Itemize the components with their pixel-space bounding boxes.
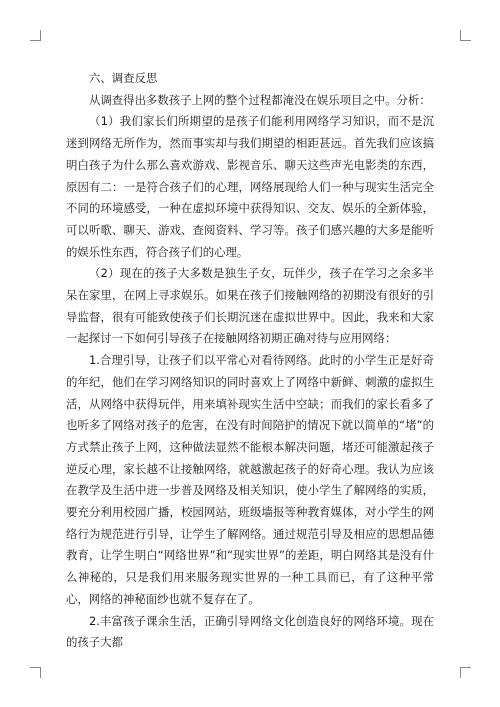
crop-mark-bottom-right [460, 667, 471, 678]
paragraph-intro: 从调查得出多数孩子上网的整个过程都淹没在娱乐项目之中。分析： [89, 92, 431, 107]
paragraph-point-1: （1）我们家长们所期望的是孩子们能利用网络学习知识，而不是沉迷到网络无所作为，然而事实却与我们期望的相距甚远。首先我们应该搞明白孩子为什么那么喜欢游戏、影视音乐、聊天这些声光电影类的东西，原因有二：一是符合孩子们的心理，网络展现给人们一种与现实生活完全不同的环境感受，一种在虚拟环境中获得知识、交友、娱乐的全新体验，可以听歌、聊天、游戏、查阅资料、学习等。孩子们感兴趣的大多是能听的娱乐性东西，符合孩子们的心理。 [66, 114, 434, 259]
paragraph-point-2: （2）现在的孩子大多数是独生子女，玩伴少，孩子在学习之余多半呆在家里，在网上寻求娱乐。如果在孩子们接触网络的初期没有很好的引导监督，很有可能致使孩子们长期沉迷在虚拟世界中。因此，我来和大家一起探讨一下如何引导孩子在接触网络初期正确对待与应用网络： [66, 266, 434, 346]
crop-mark-top-left [30, 30, 41, 41]
crop-mark-bottom-left [30, 667, 41, 678]
paragraph-item-1: 1.合理引导，让孩子们以平常心对看待网络。此时的小学生正是好奇的年纪，他们在学习网络知识的同时喜欢上了网络中新鲜、刺激的虚拟生活，从网络中获得玩伴，用来填补现实生活中空缺；而我们的家长看多了也听多了网络对孩子的危害，在没有时间陪护的情况下就以简单的“堵”的方式禁止孩子上网，这种做法显然不能根本解决问题，堵还可能激起孩子逆反心理，家长越不让接触网络，就越激起孩子的好奇心理。我认为应该在教学及生活中进一步普及网络及相关知识，使小学生了解网络的实质，要充分利用校园广播，校园网站，班级墙报等种教育媒体，对小学生的网络行为规范进行引导，让学生了解网络。通过规范引导及相应的思想品德教育，让学生明白“网络世界”和“现实世界”的差距，明白网络其是没有什么神秘的，只是我们用来服务现实世界的一种工具而已，有了这种平常心，网络的神秘面纱也就不复存在了。 [66, 353, 434, 606]
body-text [66, 68, 434, 654]
paragraph-item-2: 2.丰富孩子课余生活，正确引导网络文化创造良好的网络环境。现在的孩子大都 [66, 613, 434, 650]
crop-mark-top-right [460, 30, 471, 41]
section-heading: 六、调查反思 [89, 71, 158, 85]
